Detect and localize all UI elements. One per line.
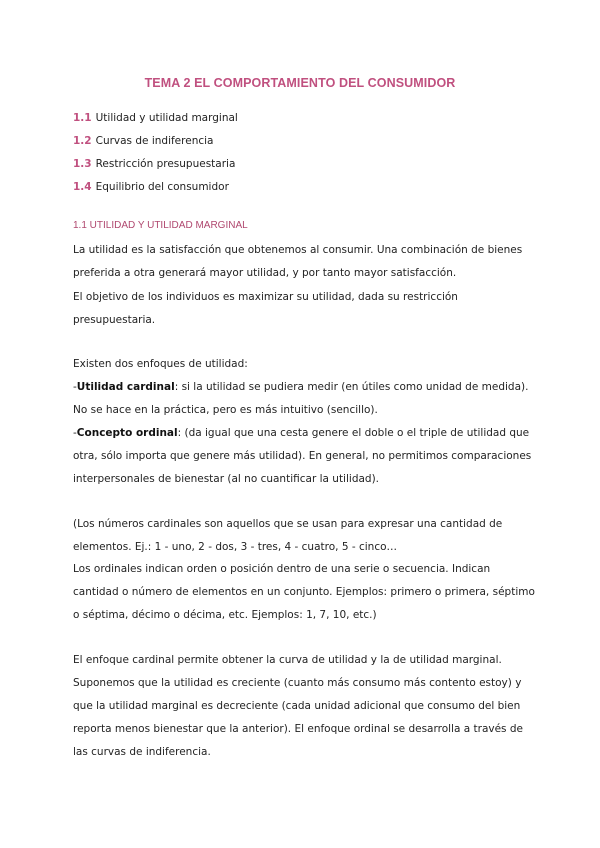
toc-item-number: 1.3	[73, 158, 92, 170]
paragraph-line: (Los números cardinales son aquellos que se usan para expresar una cantidad de	[73, 518, 503, 530]
paragraph-line: otra, sólo importa que genere más utilidad). En general, no permitimos comparaciones	[73, 450, 532, 462]
paragraph-line: reporta menos bienestar que la anterior). El enfoque ordinal se desarrolla a través de	[73, 723, 523, 735]
toc-item-number: 1.1	[73, 112, 92, 124]
paragraph-line: El enfoque cardinal permite obtener la curva de utilidad y la de utilidad marginal.	[73, 654, 502, 666]
paragraph-line: El objetivo de los individuos es maximizar su utilidad, dada su restricción	[73, 291, 458, 303]
paragraph-line: las curvas de indiferencia.	[73, 746, 211, 758]
paragraph-line: Los ordinales indican orden o posición dentro de una serie o secuencia. Indican	[73, 563, 491, 575]
term-utilidad-cardinal: Utilidad cardinal	[76, 381, 175, 393]
ordinal-definition	[73, 426, 529, 440]
toc-item-label: Curvas de indiferencia	[95, 135, 214, 147]
paragraph-line: cantidad o número de elementos en un conjunto. Ejemplos: primero o primera, séptimo	[73, 586, 535, 598]
bullet-dash: -	[73, 427, 77, 439]
section-heading: 1.1 UTILIDAD Y UTILIDAD MARGINAL	[73, 220, 248, 231]
paragraph-line: presupuestaria.	[73, 314, 156, 326]
paragraph-line: que la utilidad marginal es decreciente (cada unidad adicional que consumo del bien	[73, 700, 521, 712]
table-of-contents	[73, 110, 238, 202]
toc-item[interactable]	[73, 179, 238, 202]
toc-item[interactable]	[73, 110, 238, 133]
toc-item[interactable]	[73, 156, 238, 179]
paragraph-line: Existen dos enfoques de utilidad:	[73, 358, 248, 370]
term-concepto-ordinal: Concepto ordinal	[76, 427, 178, 439]
toc-item-number: 1.4	[73, 181, 92, 193]
definition-text: : si la utilidad se pudiera medir (en útiles como unidad de medida).	[174, 381, 529, 393]
paragraph-line: Suponemos que la utilidad es creciente (cuanto más consumo más contento estoy) y	[73, 677, 522, 689]
paragraph-line: La utilidad es la satisfacción que obtenemos al consumir. Una combinación de bienes	[73, 244, 523, 256]
paragraph-line: elementos. Ej.: 1 - uno, 2 - dos, 3 - tres, 4 - cuatro, 5 - cinco…	[73, 541, 398, 553]
bullet-dash: -	[73, 381, 77, 393]
definition-text: : (da igual que una cesta genere el doble o el triple de utilidad que	[177, 427, 530, 439]
page-title: TEMA 2 EL COMPORTAMIENTO DEL CONSUMIDOR	[144, 76, 456, 90]
toc-item-number: 1.2	[73, 135, 92, 147]
toc-item-label: Equilibrio del consumidor	[95, 181, 229, 193]
toc-item[interactable]	[73, 133, 238, 156]
paragraph-line: interpersonales de bienestar (al no cuantificar la utilidad).	[73, 473, 380, 485]
paragraph-line: No se hace en la práctica, pero es más intuitivo (sencillo).	[73, 404, 378, 416]
toc-item-label: Restricción presupuestaria	[95, 158, 236, 170]
cardinal-definition	[73, 380, 528, 394]
paragraph-line: o séptima, décimo o décima, etc. Ejemplos: 1, 7, 10, etc.)	[73, 609, 377, 621]
paragraph-line: preferida a otra generará mayor utilidad, y por tanto mayor satisfacción.	[73, 267, 457, 279]
toc-item-label: Utilidad y utilidad marginal	[95, 112, 238, 124]
